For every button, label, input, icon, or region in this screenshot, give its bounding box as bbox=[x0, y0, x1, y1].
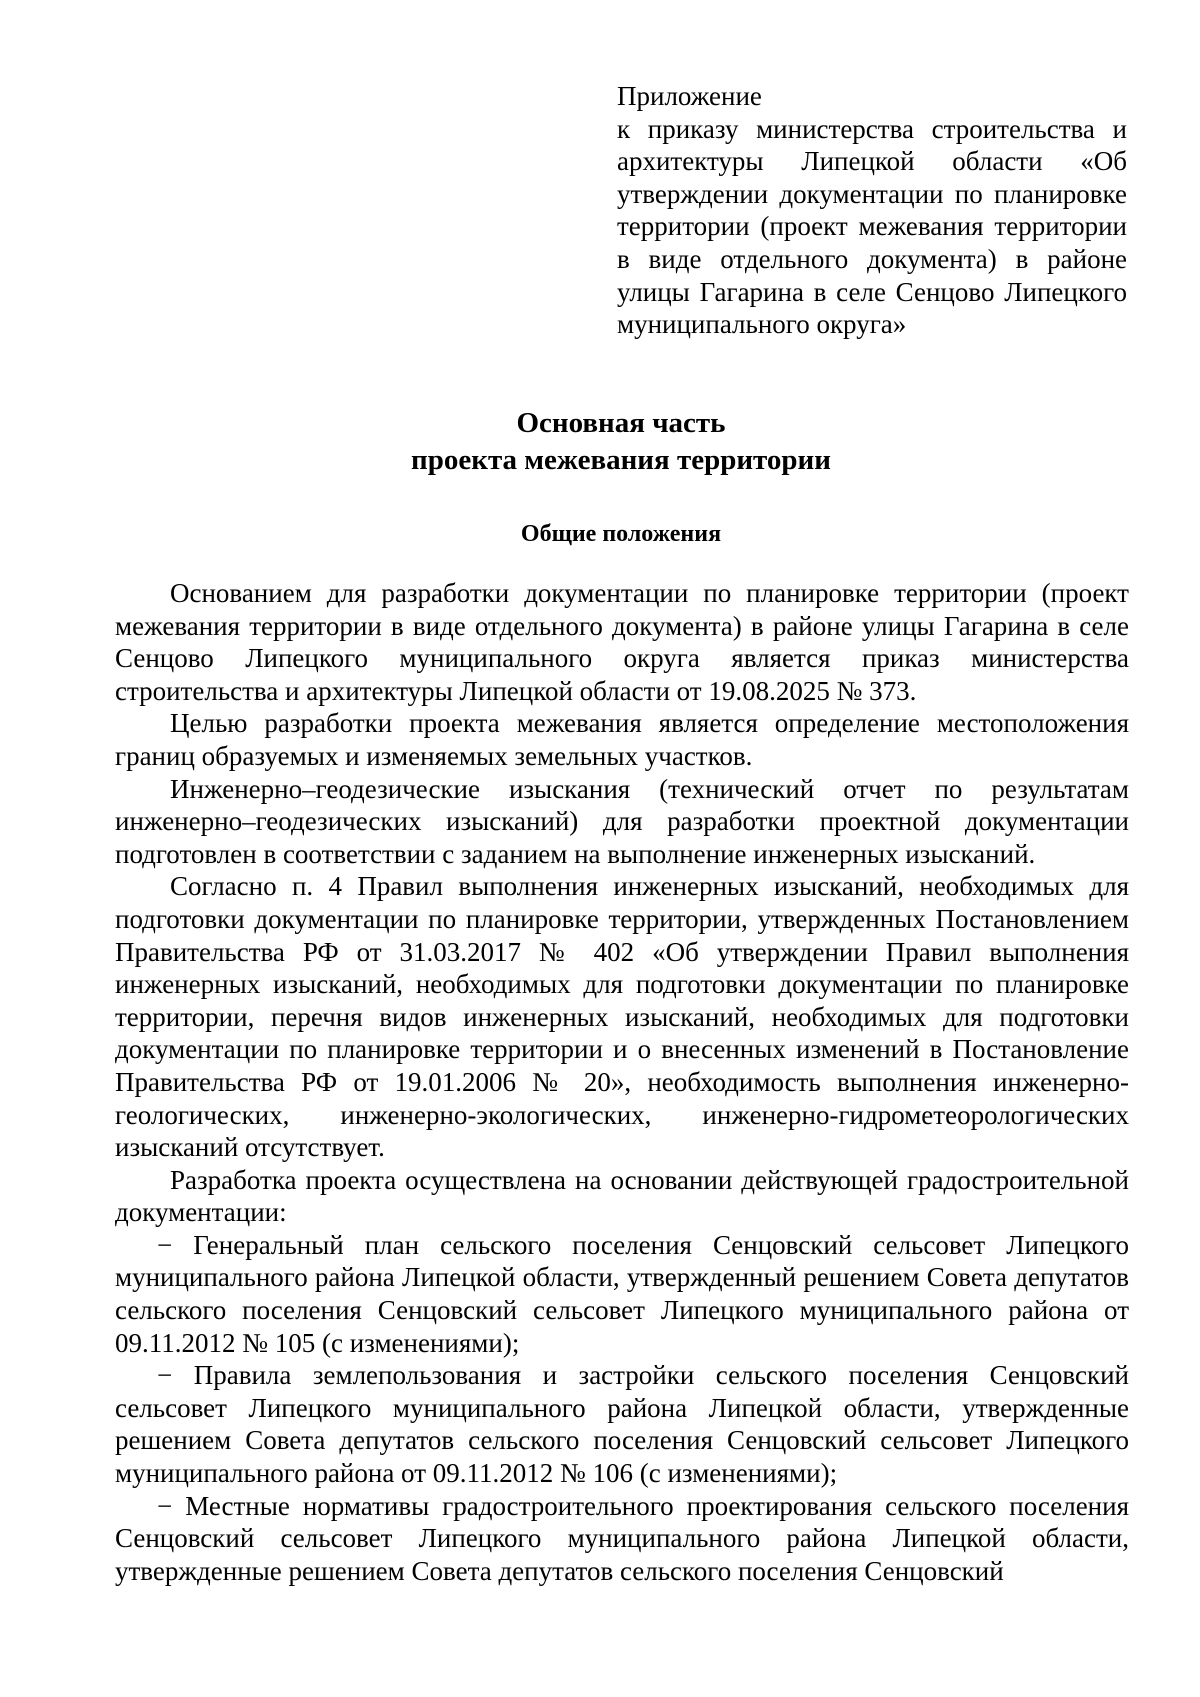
list-item: − Правила землепользования и застройки сельского поселения Сенцовский сельсовет Липецкого муниципального района Липецкой области, утвержденные решением Совета депутатов сельского поселения Сенцовский сельсовет Липецкого муниципального района от 09.11.2012 № 106 (с изменениями); bbox=[115, 1360, 1129, 1489]
paragraph: Инженерно–геодезические изыскания (технический отчет по результатам инженерно–геодезических изысканий) для разработки проектной документации подготовлен в соответствии с заданием на выполнение инженерных изысканий. bbox=[115, 773, 1129, 869]
main-title bbox=[115, 405, 1127, 479]
paragraph: Целью разработки проекта межевания является определение местоположения границ образуемых и изменяемых земельных участков. bbox=[115, 708, 1129, 771]
main-title-line-1: Основная часть bbox=[516, 407, 726, 439]
paragraph: Разработка проекта осуществлена на основании действующей градостроительной документации: bbox=[115, 1164, 1129, 1228]
appendix-title: Приложение bbox=[617, 81, 762, 111]
paragraph: Согласно п. 4 Правил выполнения инженерных изысканий, необходимых для подготовки документации по планировке территории, утвержденных Постановлением Правительства РФ от 31.03.2017 № 402 «Об утверждении Правил выполнения инженерных изысканий, необходимых для подготовки документации по планировке территории, перечня видов инженерных изысканий, необходимых для подготовки документации по планировке территории и о внесенных изменений в Постановление Правительства РФ от 19.01.2006 № 20», необходимость выполнения инженерно-геологических, инженерно-экологических, инженерно-гидрометеорологических изысканий отсутствует. bbox=[115, 871, 1129, 1163]
body-text bbox=[115, 577, 1129, 1587]
section-title: Общие положения bbox=[520, 521, 722, 547]
headings-block bbox=[115, 405, 1127, 549]
appendix-text: к приказу министерства строительства и архитектуры Липецкой области «Об утверждении документации по планировке территории (проект межевания территории в виде отдельного документа) в районе улицы Гагарина в селе Сенцово Липецкого муниципального округа» bbox=[617, 113, 1127, 340]
list-item: − Генеральный план сельского поселения Сенцовский сельсовет Липецкого муниципального района Липецкой области, утвержденный решением Совета депутатов сельского поселения Сенцовский сельсовет Липецкого муниципального района от 09.11.2012 № 105 (с изменениями); bbox=[115, 1229, 1129, 1358]
main-title-line-2: проекта межевания территории bbox=[411, 444, 831, 476]
list-item: − Местные нормативы градостроительного проектирования сельского поселения Сенцовский сельсовет Липецкого муниципального района Липецкой области, утвержденные решением Совета депутатов сельского поселения Сенцовский bbox=[115, 1490, 1129, 1586]
paragraph: Основанием для разработки документации по планировке территории (проект межевания территории в виде отдельного документа) в районе улицы Гагарина в селе Сенцово Липецкого муниципального округа является приказ министерства строительства и архитектуры Липецкой области от 19.08.2025 № 373. bbox=[115, 578, 1129, 706]
appendix-block bbox=[617, 80, 1127, 341]
